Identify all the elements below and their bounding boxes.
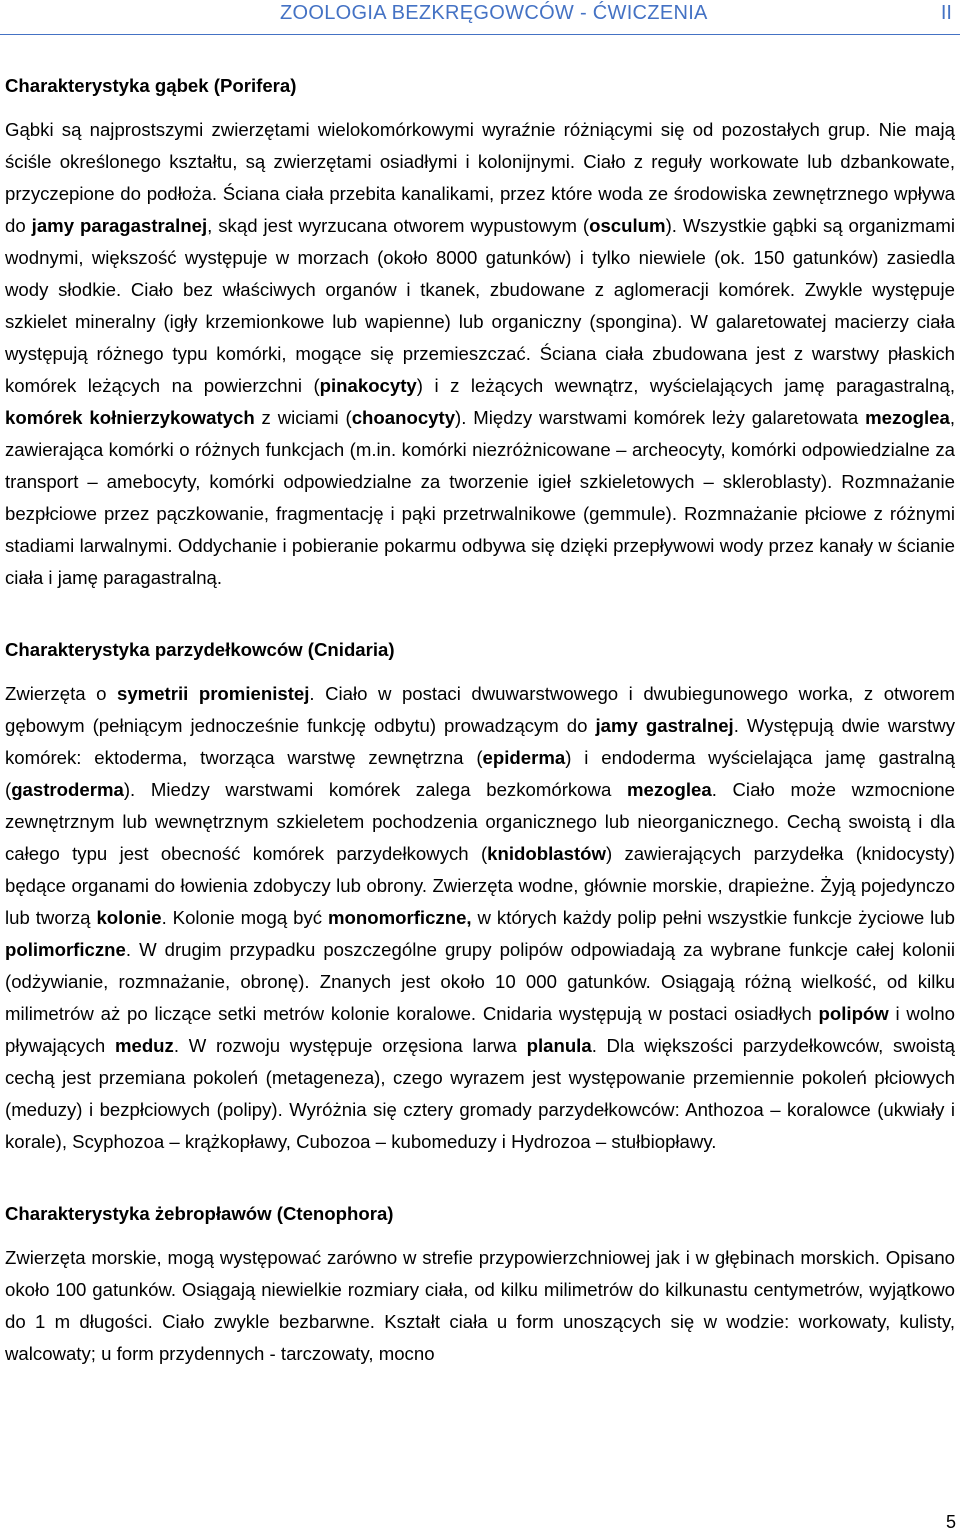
- section-heading-cnidaria: Charakterystyka parzydełkowców (Cnidaria): [5, 639, 395, 660]
- text-run: . Ciało w postaci dwuwarstwowego i dwubiegunowego worka, z otworem gębowym (pełniącym jednocześnie funkcję odbytu) prowadzącym do: [5, 683, 955, 736]
- text-run: i wolno pływających: [5, 1003, 956, 1056]
- bold-term: monomorficzne,: [327, 907, 472, 928]
- bold-term: choanocyty: [351, 407, 456, 428]
- text-run: , zawierająca komórki o różnych funkcjach (m.in. komórki niezróżnicowane – archeocyty, komórki odpowiedzialne za transport – amebocyty, komórki odpowiedzialne za tworzenie igieł szkieletowych – skleroblasty). Rozmnażanie bezpłciowe przez pączkowanie, fragmentację i pąki przetrwalnikowe (gemmule). Rozmnażanie płciowe z różnymi stadiami larwalnymi. Oddychanie i pobieranie pokarmu odbywa się dzięki przepływowi wody przez kanały w ścianie ciała i jamę paragastralną.: [5, 407, 955, 588]
- bold-term: komórek kołnierzykowatych: [5, 407, 255, 428]
- bold-term: jamy paragastralnej: [31, 215, 208, 236]
- text-run: Gąbki są najprostszymi zwierzętami wielokomórkowymi wyraźnie różniącymi się od pozostałych grup. Nie mają ściśle określonego kształtu, są zwierzętami osiadłymi i kolonijnymi. Ciało z reguły workowate lub dzbankowate, przyczepione do podłoża. Ściana ciała przebita kanalikami, przez które woda ze środowiska zewnętrznego wpływa do: [5, 119, 955, 236]
- section-paragraph-porifera: [5, 114, 955, 594]
- text-run: , skąd jest wyrzucana otworem wypustowym (: [207, 215, 590, 236]
- bold-term: mezoglea: [865, 407, 950, 428]
- text-run: Zwierzęta morskie, mogą występować zarówno w strefie przypowierzchniowej jak i w głębinach morskich. Opisano około 100 gatunków. Osiągają niewielkie rozmiary ciała, od kilku milimetrów do kilkunastu centymetrów, wyjątkowo do 1 m długości. Ciało zwykle bezbarwne. Kształt ciała u form unoszących się w wodzie: workowaty, kulisty, walcowaty; u form przydennych - tarczowaty, mocno: [5, 1247, 955, 1364]
- section-heading-ctenophora: Charakterystyka żebropławów (Ctenophora): [5, 1203, 394, 1224]
- text-run: . W drugim przypadku poszczególne grupy polipów odpowiadają za wybrane funkcje całej kolonii (odżywianie, rozmnażanie, obronę). Znanych jest około 10 000 gatunków. Osiągają różną wielkość, od kilku milimetrów aż po liczące setki metrów kolonie koralowe. Cnidaria występują w postaci osiadłych: [5, 939, 955, 1024]
- text-run: . Ciało może wzmocnione zewnętrznym lub wewnętrznym szkieletem pochodzenia organicznego lub nieorganicznego. Cechą swoistą i dla całego typu jest obecność komórek parzydełkowych (: [5, 779, 955, 864]
- bold-term: gastroderma: [11, 779, 124, 800]
- section-paragraph-ctenophora: [5, 1242, 955, 1370]
- bold-term: jamy gastralnej: [595, 715, 734, 736]
- header-chapter-number: II: [940, 2, 952, 24]
- page-number: 5: [945, 1512, 956, 1532]
- text-run: ). Miedzy warstwami komórek zalega bezkomórkowa: [123, 779, 627, 800]
- bold-term: mezoglea: [626, 779, 712, 800]
- text-run: Zwierzęta o: [5, 683, 117, 704]
- text-run: ) i endoderma wyścielająca jamę gastralną (: [5, 747, 955, 800]
- bold-term: osculum: [589, 215, 666, 236]
- text-run: ). Wszystkie gąbki są organizmami wodnymi, większość występuje w morzach (około 8000 gatunków) i tylko niewiele (ok. 150 gatunków) zasiedla wody słodkie. Ciało bez właściwych organów i tkanek, zbudowane z aglomeracji komórek. Zwykle występuje szkielet mineralny (igły krzemionkowe lub wapienne) lub organiczny (spongina). W galaretowatej macierzy ciała występują różnego typu komórki, mogące się przemieszczać. Ściana ciała zbudowana jest z warstwy płaskich komórek leżących na powierzchni (: [5, 215, 955, 396]
- bold-term: pinakocyty: [319, 375, 417, 396]
- page-header: [0, 0, 960, 35]
- bold-term: kolonie: [96, 907, 162, 928]
- bold-term: polimorficzne: [5, 939, 126, 960]
- text-run: . Dla większości parzydełkowców, swoistą cechą jest przemiana pokoleń (metageneza), czego wyrazem jest występowanie przemiennie pokoleń płciowych (meduzy) i bezpłciowych (polipy). Wyróżnia się cztery gromady parzydełkowców: Anthozoa – koralowce (ukwiały i korale), Scyphozoa – krążkopławy, Cubozoa – kubomeduzy i Hydrozoa – stułbiopławy.: [5, 1035, 955, 1152]
- bold-term: epiderma: [482, 747, 566, 768]
- text-run: ) zawierających parzydełka (knidocysty) będące organami do łowienia zdobyczy lub obrony. Zwierzęta wodne, głównie morskie, drapieżne. Żyją pojedynczo lub tworzą: [5, 843, 955, 928]
- bold-term: knidoblastów: [487, 843, 606, 864]
- bold-term: meduz: [114, 1035, 174, 1056]
- document-content: [5, 70, 955, 1370]
- text-run: . Kolonie mogą być: [161, 907, 328, 928]
- text-run: z wiciami (: [254, 407, 352, 428]
- section-paragraph-cnidaria: [5, 678, 955, 1158]
- bold-term: polipów: [818, 1003, 889, 1024]
- bold-term: symetrii promienistej: [117, 683, 310, 704]
- text-run: ). Między warstwami komórek leży galaretowata: [455, 407, 866, 428]
- text-run: . W rozwoju występuje orzęsiona larwa: [173, 1035, 527, 1056]
- text-run: ) i z leżących wewnątrz, wyścielających jamę paragastralną,: [416, 375, 955, 396]
- text-run: . Występują dwie warstwy komórek: ektoderma, tworząca warstwę zewnętrzna (: [5, 715, 955, 768]
- header-title: ZOOLOGIA BEZKRĘGOWCÓW - ĆWICZENIA: [280, 2, 708, 24]
- bold-term: planula: [526, 1035, 592, 1056]
- section-heading-porifera: Charakterystyka gąbek (Porifera): [5, 75, 297, 96]
- text-run: w których każdy polip pełni wszystkie funkcje życiowe lub: [471, 907, 955, 928]
